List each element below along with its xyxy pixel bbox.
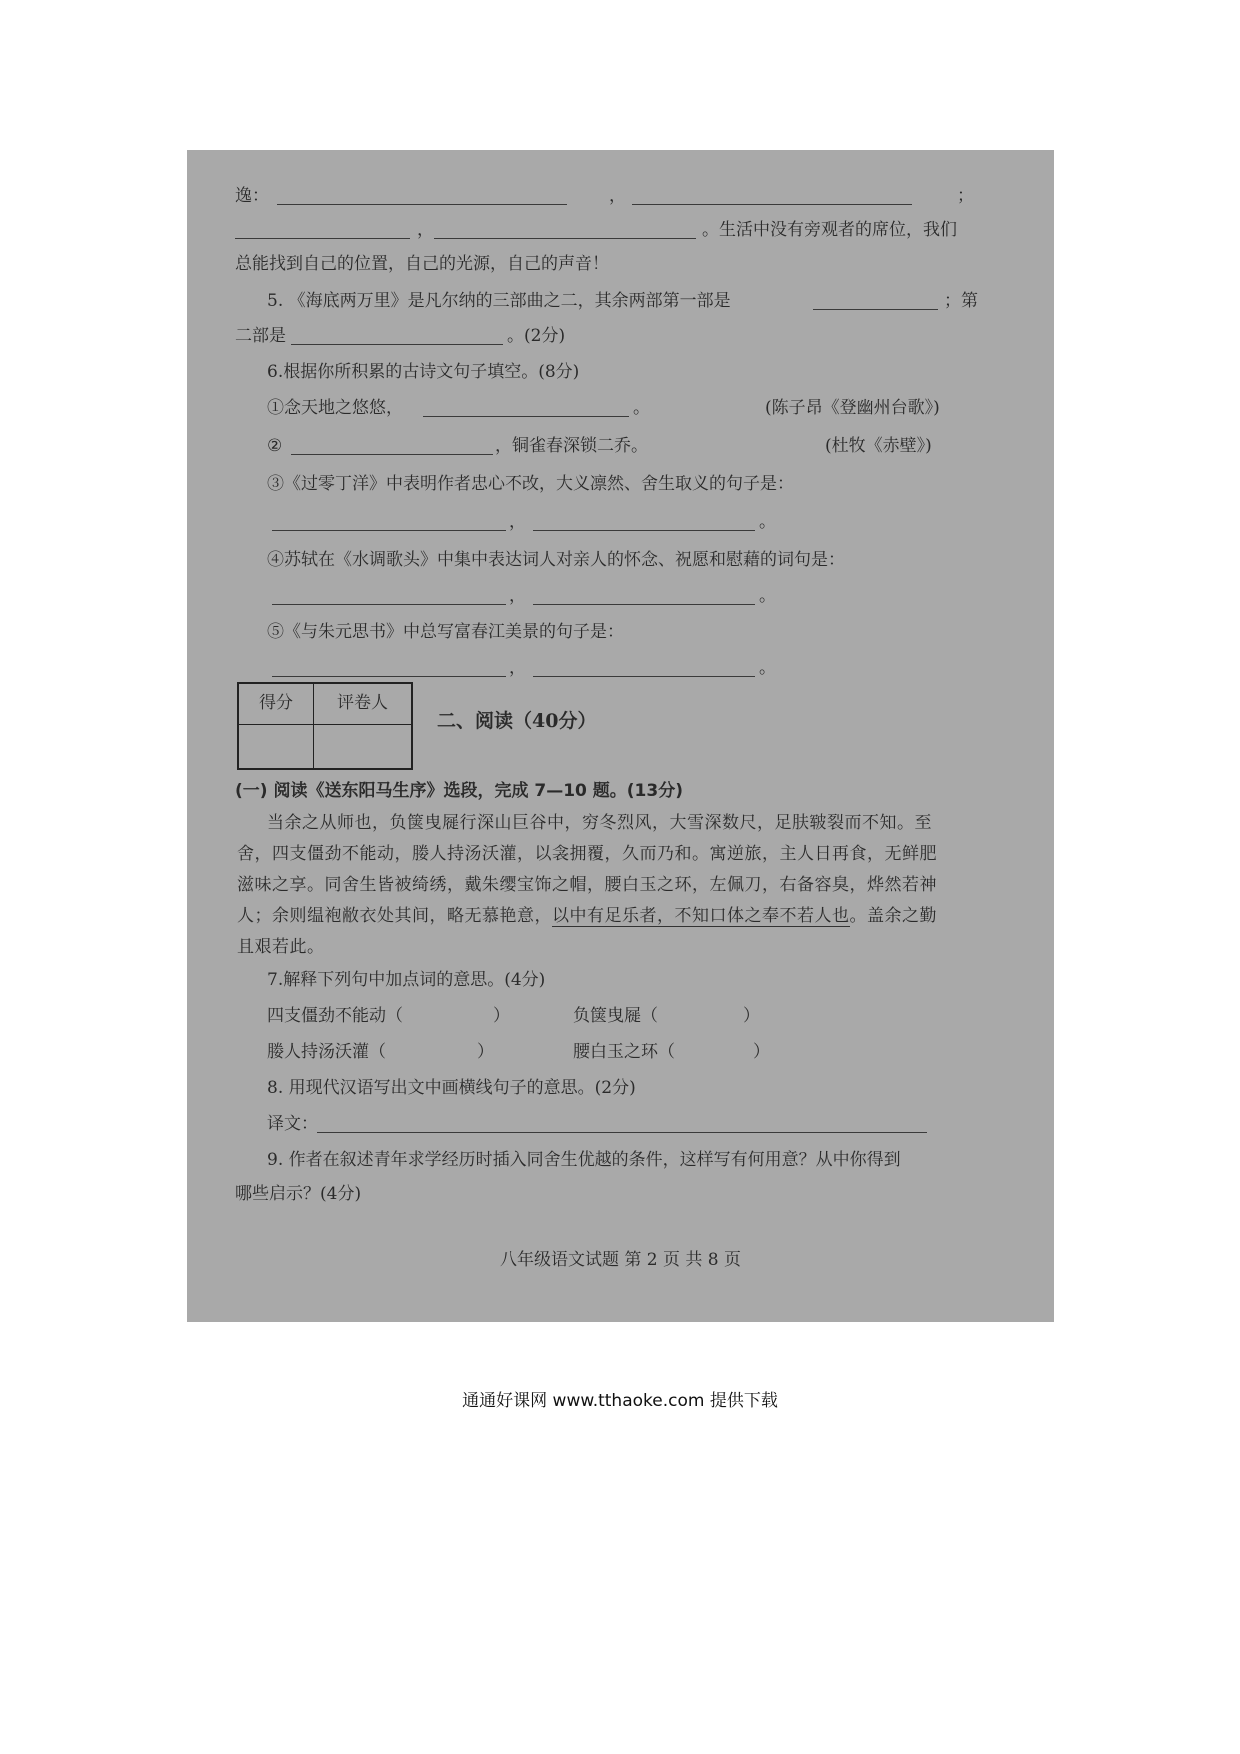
question-8-title: 8. 用现代汉语写出文中画横线句子的意思。(2分) (267, 1078, 636, 1098)
answer-blank[interactable] (434, 238, 696, 239)
question-9-line-2: 哪些启示？(4分) (235, 1184, 362, 1204)
answer-blank[interactable] (235, 238, 410, 239)
question-5-line-1: 5. 《海底两万里》是凡尔纳的三部曲之二，其余两部第一部是 ；第 (267, 291, 978, 311)
question-6-title: 6.根据你所积累的古诗文句子填空。(8分) (267, 362, 580, 382)
scanned-exam-page (187, 150, 1054, 1322)
answer-blank[interactable] (272, 530, 506, 531)
question-6-item-5-answers: ， 。 (187, 652, 1054, 684)
section-2-title: 二、阅读（40分） (437, 710, 597, 732)
translation-blank[interactable] (317, 1132, 927, 1133)
top-line-2: ， 。生活中没有旁观者的席位，我们 (187, 214, 1054, 246)
answer-blank[interactable] (533, 604, 755, 605)
top-line-3: 总能找到自己的位置，自己的光源，自己的声音！ (235, 254, 609, 274)
underlined-sentence: 以中有足乐者，不知口体之奉不若人也 (552, 906, 850, 926)
question-7-row-1: 四支僵劲不能动（ ） 负箧曳屣（ ） (267, 1006, 760, 1026)
answer-blank[interactable] (632, 204, 912, 205)
download-credit: 通通好课网 www.tthaoke.com 提供下载 (462, 1391, 778, 1411)
top-line-1: 逸： ， ； (235, 186, 974, 206)
answer-blank[interactable] (291, 454, 493, 455)
score-header: 得分 (239, 684, 314, 725)
grader-header: 评卷人 (314, 684, 411, 725)
answer-blank[interactable] (423, 416, 629, 417)
question-6-item-4-answers: ， 。 (187, 580, 1054, 612)
question-5-line-2: 二部是 。(2分) (235, 326, 566, 346)
score-cell[interactable] (239, 725, 314, 768)
question-6-item-5: ⑤《与朱元思书》中总写富春江美景的句子是： (267, 622, 624, 642)
answer-blank[interactable] (533, 530, 755, 531)
question-6-item-3: ③《过零丁洋》中表明作者忠心不改，大义凛然、舍生取义的句子是： (267, 474, 794, 494)
reading-1-title: (一) 阅读《送东阳马生序》选段，完成 7—10 题。(13分) (235, 781, 683, 801)
answer-blank[interactable] (533, 676, 755, 677)
page-footer: 八年级语文试题 第 2 页 共 8 页 (499, 1250, 742, 1270)
question-6-item-4: ④苏轼在《水调歌头》中集中表达词人对亲人的怀念、祝愿和慰藉的词句是： (267, 550, 845, 570)
question-6-item-2: ② ，铜雀春深锁二乔。 (杜牧《赤壁》) (267, 436, 932, 456)
reading-passage: 当余之从师也，负箧曳屣行深山巨谷中，穷冬烈风，大雪深数尺，足肤皲裂而不知。至 舍，四支僵劲不能动，媵人持汤沃灌，以衾拥覆，久而乃和。寓逆旅，主人日再食，无鲜肥 滋味之享。同舍生皆被绮绣，戴朱缨宝饰之帽，腰白玉之环，左佩刀，右备容臭，烨然若神 人；余则缊袍敝衣处其间，略无慕艳意，以中有足乐者，不知口体之奉不若人也。盖余之勤 且艰若此。 (237, 813, 937, 957)
question-7-row-2: 媵人持汤沃灌（ ） 腰白玉之环（ ） (267, 1042, 770, 1062)
question-6-item-3-answers: ， 。 (187, 506, 1054, 538)
score-table (237, 682, 413, 770)
question-6-item-1: ①念天地之悠悠， 。 (陈子昂《登幽州台歌》) (267, 398, 940, 418)
answer-blank[interactable] (272, 676, 506, 677)
answer-blank[interactable] (291, 344, 503, 345)
question-7-title: 7.解释下列句中加点词的意思。(4分) (267, 970, 546, 990)
answer-blank[interactable] (813, 309, 938, 310)
answer-blank[interactable] (277, 204, 567, 205)
question-8-answer: 译文： (187, 1108, 1054, 1140)
question-9-line-1: 9. 作者在叙述青年求学经历时插入同舍生优越的条件，这样写有何用意？从中你得到 (267, 1150, 901, 1170)
answer-blank[interactable] (272, 604, 506, 605)
